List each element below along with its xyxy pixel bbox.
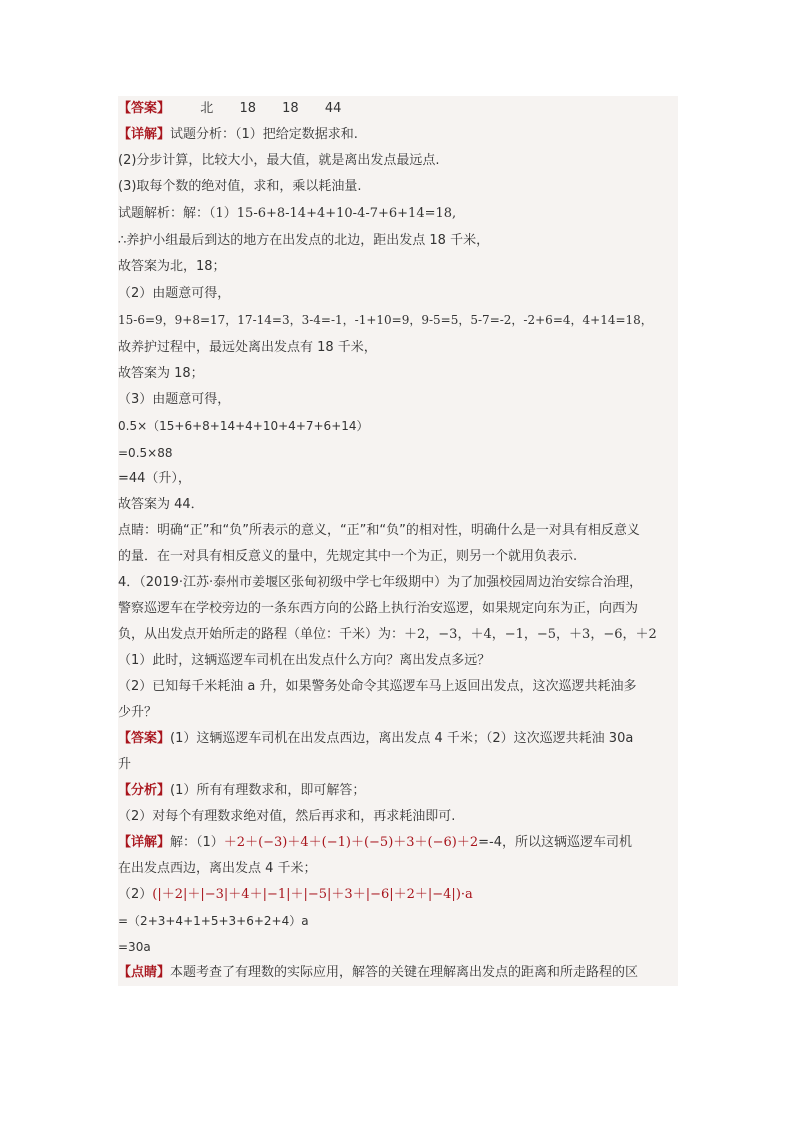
analysis-line-1 bbox=[118, 778, 678, 804]
answer-value: 18 bbox=[239, 101, 256, 116]
solution-line: ∴养护小组最后到达的地方在出发点的北边，距出发点 18 千米， bbox=[118, 233, 490, 248]
tip-text: 本题考查了有理数的实际应用，解答的关键在理解离出发点的距离和所走路程的区 bbox=[170, 965, 639, 980]
detail-math: ＋2＋(−3)＋4＋(−1)＋(−5)＋3＋(−6)＋2 bbox=[223, 835, 479, 850]
solution-line: 故答案为北，18； bbox=[118, 259, 226, 274]
detail-line-1 bbox=[118, 122, 678, 148]
solution-line: =44（升）， bbox=[118, 471, 191, 486]
answer-text: (1）这辆巡逻车司机在出发点西边，离出发点 4 千米；（2）这次巡逻共耗油 30a bbox=[170, 731, 634, 746]
answer-line-2 bbox=[118, 726, 678, 752]
question-4-line-1: 4．（2019·江苏·泰州市姜堰区张甸初级中学七年级期中）为了加强校园周边治安综合治理， bbox=[118, 575, 643, 590]
question-4-line-2: 警察巡逻车在学校旁边的一条东西方向的公路上执行治安巡逻，如果规定向东为正，向西为 bbox=[118, 601, 639, 616]
question-text: 负，从出发点开始所走的路程（单位：千米）为： bbox=[118, 627, 405, 642]
detail-text: 试题分析：（1）把给定数据求和. bbox=[170, 127, 358, 142]
detail-line-2 bbox=[118, 830, 678, 856]
solution-line: 故答案为 18； bbox=[118, 366, 204, 381]
solution-line: 15-6=9，9+8=17，17-14=3，3-4=-1，-1+10=9，9-5=5，5-7=-2，-2+6=4，4+14=18， bbox=[118, 313, 653, 327]
solution-line: （3）由题意可得， bbox=[118, 392, 231, 407]
analysis-label: 【分析】 bbox=[118, 783, 171, 798]
solution-line: 故答案为 44． bbox=[118, 497, 204, 512]
tip-line-1: 点睛：明确“正”和“负”所表示的意义，“正”和“负”的相对性，明确什么是一对具有相反意义 bbox=[118, 523, 640, 538]
movement-values: ＋2，−3，＋4，−1，−5，＋3，−6，＋2 bbox=[404, 627, 657, 642]
solution-line: 试题解析：解：（1）15-6+8-14+4+10-4-7+6+14=18, bbox=[118, 206, 457, 221]
sub-question-2-cont: 少升？ bbox=[118, 705, 158, 720]
answer-line-1 bbox=[118, 96, 678, 122]
detail-pre: （2） bbox=[118, 887, 153, 902]
step-3: (3)取每个数的绝对值，求和，乘以耗油量. bbox=[118, 179, 362, 194]
solution-line: =0.5×88 bbox=[118, 446, 173, 460]
detail-post: =-4，所以这辆巡逻车司机 bbox=[478, 835, 632, 850]
analysis-text: (1）所有有理数求和，即可解答； bbox=[170, 783, 366, 798]
analysis-line-2: （2）对每个有理数求绝对值，然后再求和，再求耗油即可. bbox=[118, 809, 456, 824]
detail-label: 【详解】 bbox=[118, 127, 171, 142]
sub-question-2: （2）已知每千米耗油 a 升，如果警务处命令其巡逻车马上返回出发点，这次巡逻共耗油多 bbox=[118, 679, 637, 694]
solution-line: （2）由题意可得， bbox=[118, 286, 231, 301]
solution-line: 故养护过程中，最远处离出发点有 18 千米， bbox=[118, 340, 377, 355]
tip-line-3 bbox=[118, 960, 678, 986]
sub-question-1: （1）此时，这辆巡逻车司机在出发点什么方向？离出发点多远？ bbox=[118, 653, 491, 668]
answer-value: 18 bbox=[282, 101, 299, 116]
answer-value: 北 bbox=[200, 101, 214, 116]
question-4-line-3 bbox=[118, 622, 678, 648]
solution-line: 0.5×（15+6+8+14+4+10+4+7+6+14） bbox=[118, 419, 369, 433]
detail-line-6: =30a bbox=[118, 940, 151, 954]
detail-line-3: 在出发点西边，离出发点 4 千米； bbox=[118, 861, 317, 876]
answer-value: 44 bbox=[324, 101, 342, 116]
answer-label: 【答案】 bbox=[118, 101, 171, 116]
detail-pre: 解：（1） bbox=[170, 835, 224, 850]
tip-line-2: 的量．在一对具有相反意义的量中，先规定其中一个为正，则另一个就用负表示. bbox=[118, 549, 578, 564]
detail-line-4 bbox=[118, 882, 678, 908]
content-area bbox=[118, 96, 678, 986]
tip-label: 【点睛】 bbox=[118, 965, 171, 980]
detail-label: 【详解】 bbox=[118, 835, 171, 850]
answer-label: 【答案】 bbox=[118, 731, 171, 746]
step-2: (2)分步计算，比较大小，最大值，就是离出发点最远点. bbox=[118, 153, 440, 168]
detail-line-5: =（2+3+4+1+5+3+6+2+4）a bbox=[118, 914, 309, 928]
answer-cont: 升 bbox=[118, 757, 132, 772]
detail-math: (|＋2|＋|−3|＋4＋|−1|＋|−5|＋3＋|−6|＋2＋|−4|)·a bbox=[152, 887, 473, 902]
